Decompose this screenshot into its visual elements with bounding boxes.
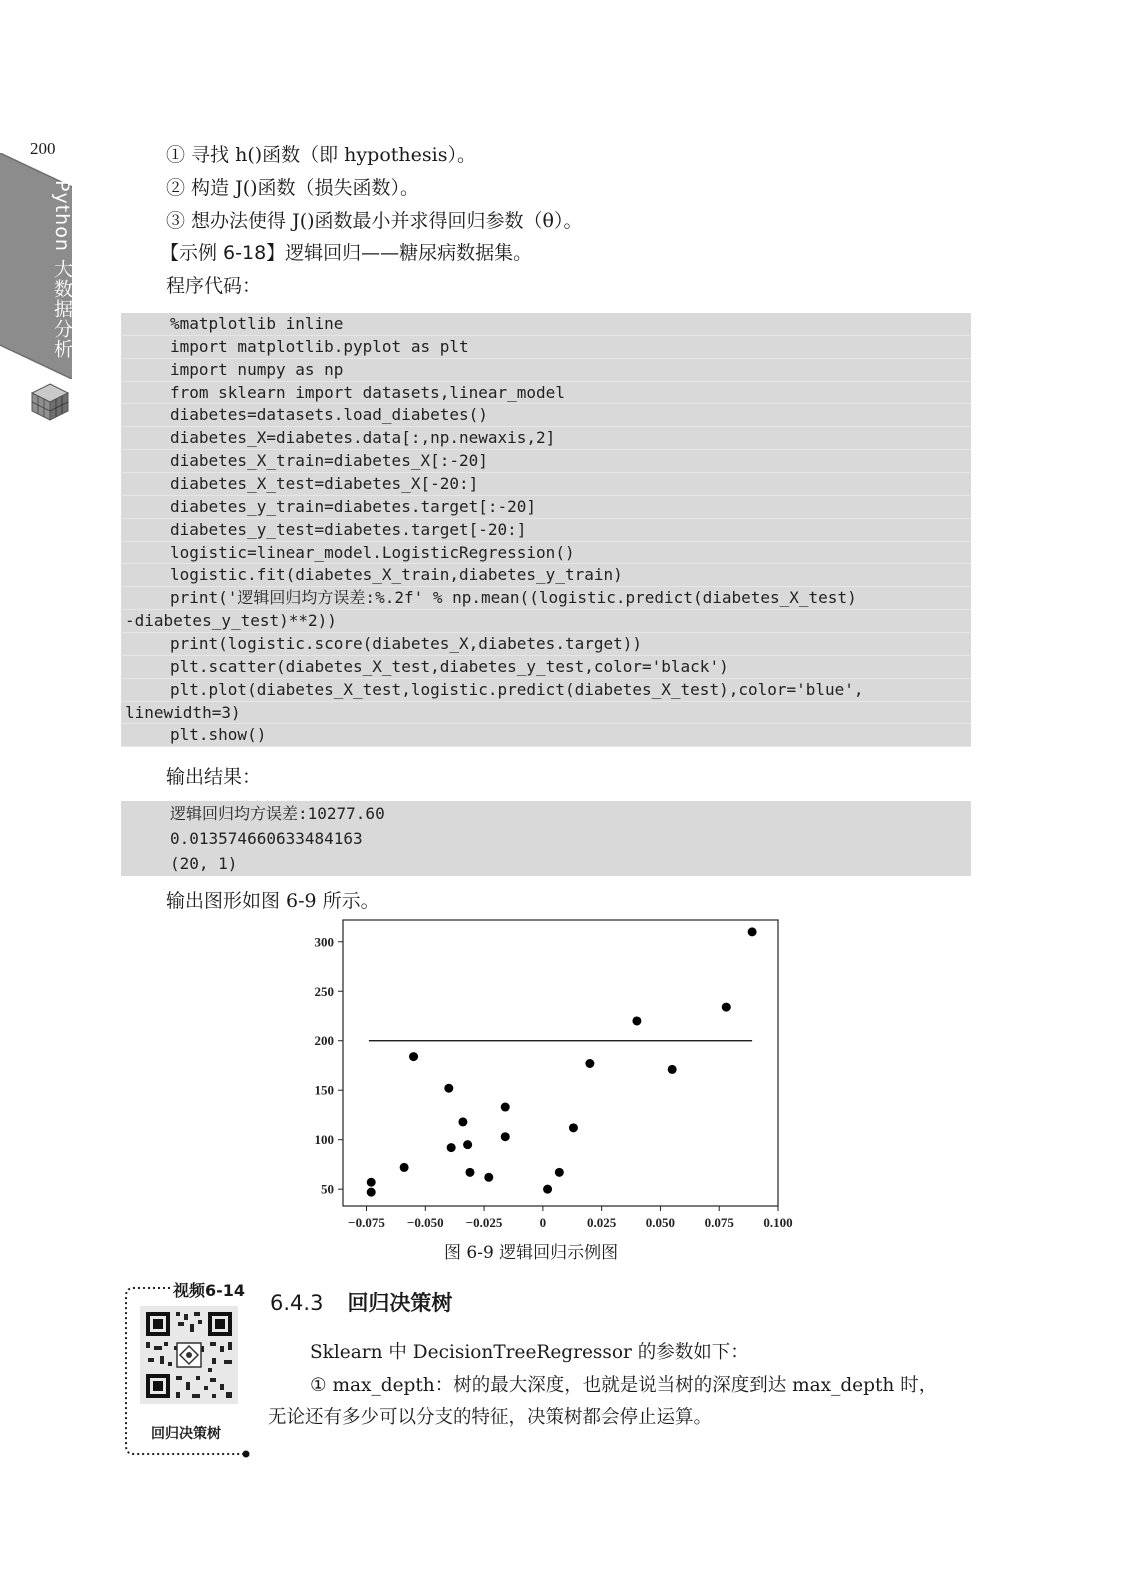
- scatter-point: [543, 1185, 552, 1194]
- output-line: 逻辑回归均方误差:10277.60: [170, 804, 385, 823]
- scatter-point: [444, 1084, 453, 1093]
- cube-logo-icon: [28, 380, 72, 428]
- x-tick-label: −0.025: [465, 1215, 503, 1230]
- code-line: logistic=linear_model.LogisticRegression(): [121, 542, 971, 565]
- y-tick-label: 100: [314, 1132, 334, 1148]
- scatter-point: [465, 1168, 474, 1177]
- scatter-point: [668, 1065, 677, 1074]
- code-line: plt.scatter(diabetes_X_test,diabetes_y_test,color='black'): [121, 656, 971, 679]
- code-line: diabetes_X=diabetes.data[:,np.newaxis,2]: [121, 427, 971, 450]
- code-line: diabetes=datasets.load_diabetes(): [121, 404, 971, 427]
- x-tick-label: 0.075: [704, 1215, 734, 1230]
- code-line: plt.show(): [121, 724, 971, 747]
- scatter-chart: [300, 918, 800, 1240]
- scatter-point: [367, 1188, 376, 1197]
- scatter-point: [632, 1016, 641, 1025]
- x-tick-label: 0.050: [645, 1215, 676, 1230]
- code-line: print(logistic.score(diabetes_X,diabetes.target)): [121, 633, 971, 656]
- video-subtitle: 回归决策树: [151, 1426, 221, 1442]
- code-block: [121, 313, 971, 747]
- code-line: -diabetes_y_test)**2)): [121, 610, 971, 633]
- qr-code-icon[interactable]: [140, 1306, 238, 1408]
- side-title: Python 大数据分析: [51, 180, 73, 359]
- figure-caption: 图 6-9 逻辑回归示例图: [444, 1243, 619, 1263]
- y-tick-label: 50: [321, 1181, 334, 1197]
- video-title: 视频6-14: [173, 1281, 246, 1300]
- code-line: %matplotlib inline: [121, 313, 971, 336]
- x-tick-label: 0: [539, 1215, 547, 1230]
- scatter-point: [501, 1103, 510, 1112]
- scatter-point: [463, 1140, 472, 1149]
- code-line: print('逻辑回归均方误差:%.2f' % np.mean((logistic.predict(diabetes_X_test): [121, 587, 971, 610]
- scatter-point: [555, 1168, 564, 1177]
- scatter-point: [409, 1052, 418, 1061]
- scatter-point: [748, 927, 757, 936]
- code-line: linewidth=3): [121, 702, 971, 725]
- x-tick-label: 0.100: [763, 1215, 793, 1230]
- example-label: 【示例 6-18】: [160, 242, 286, 264]
- code-line: from sklearn import datasets,linear_model: [121, 382, 971, 405]
- scatter-point: [400, 1163, 409, 1172]
- section-paragraph-2-line-2: 无论还有多少可以分支的特征，决策树都会停止运算。: [268, 1407, 713, 1428]
- step-3: ③ 想办法使得 J()函数最小并求得回归参数（θ）。: [166, 210, 583, 232]
- section-paragraph-1: Sklearn 中 DecisionTreeRegressor 的参数如下：: [310, 1342, 749, 1363]
- section-heading: [270, 1287, 452, 1317]
- scatter-point: [447, 1143, 456, 1152]
- scatter-point: [585, 1059, 594, 1068]
- step-2: ② 构造 J()函数（损失函数）。: [166, 177, 420, 199]
- code-line: diabetes_y_train=diabetes.target[:-20]: [121, 496, 971, 519]
- code-line: logistic.fit(diabetes_X_train,diabetes_y_train): [121, 564, 971, 587]
- section-title: 回归决策树: [347, 1291, 453, 1315]
- code-line: diabetes_y_test=diabetes.target[-20:]: [121, 519, 971, 542]
- code-line: import numpy as np: [121, 359, 971, 382]
- scatter-point: [722, 1003, 731, 1012]
- page-number: 200: [30, 139, 56, 158]
- scatter-point: [458, 1117, 467, 1126]
- scatter-point: [367, 1178, 376, 1187]
- x-tick-label: 0.025: [587, 1215, 617, 1230]
- section-number: 6.4.3: [270, 1291, 324, 1315]
- x-tick-label: −0.075: [348, 1215, 385, 1230]
- scatter-point: [484, 1173, 493, 1182]
- code-line: plt.plot(diabetes_X_test,logistic.predict(diabetes_X_test),color='blue',: [121, 679, 971, 702]
- plot-frame: [343, 920, 778, 1206]
- output-label: 输出结果：: [166, 766, 262, 788]
- scatter-point: [501, 1132, 510, 1141]
- example-heading: [160, 240, 532, 266]
- y-tick-label: 200: [314, 1033, 334, 1049]
- code-label: 程序代码：: [166, 275, 262, 297]
- y-tick-label: 250: [314, 983, 334, 999]
- example-title: 逻辑回归——糖尿病数据集。: [285, 242, 533, 264]
- video-box[interactable]: [120, 1278, 260, 1468]
- output-line: (20, 1): [170, 854, 238, 873]
- figure-intro: 输出图形如图 6-9 所示。: [166, 890, 380, 912]
- section-paragraph-2-line-1: ① max_depth：树的最大深度，也就是说当树的深度到达 max_depth 时，: [310, 1375, 938, 1396]
- code-line: diabetes_X_test=diabetes_X[-20:]: [121, 473, 971, 496]
- step-1: ① 寻找 h()函数（即 hypothesis）。: [166, 144, 476, 166]
- code-line: diabetes_X_train=diabetes_X[:-20]: [121, 450, 971, 473]
- y-tick-label: 150: [314, 1082, 334, 1098]
- code-line: import matplotlib.pyplot as plt: [121, 336, 971, 359]
- x-tick-label: −0.050: [406, 1215, 444, 1230]
- output-line: 0.013574660633484163: [170, 829, 363, 848]
- output-block: [121, 801, 971, 876]
- y-tick-label: 300: [314, 934, 334, 950]
- scatter-point: [569, 1123, 578, 1132]
